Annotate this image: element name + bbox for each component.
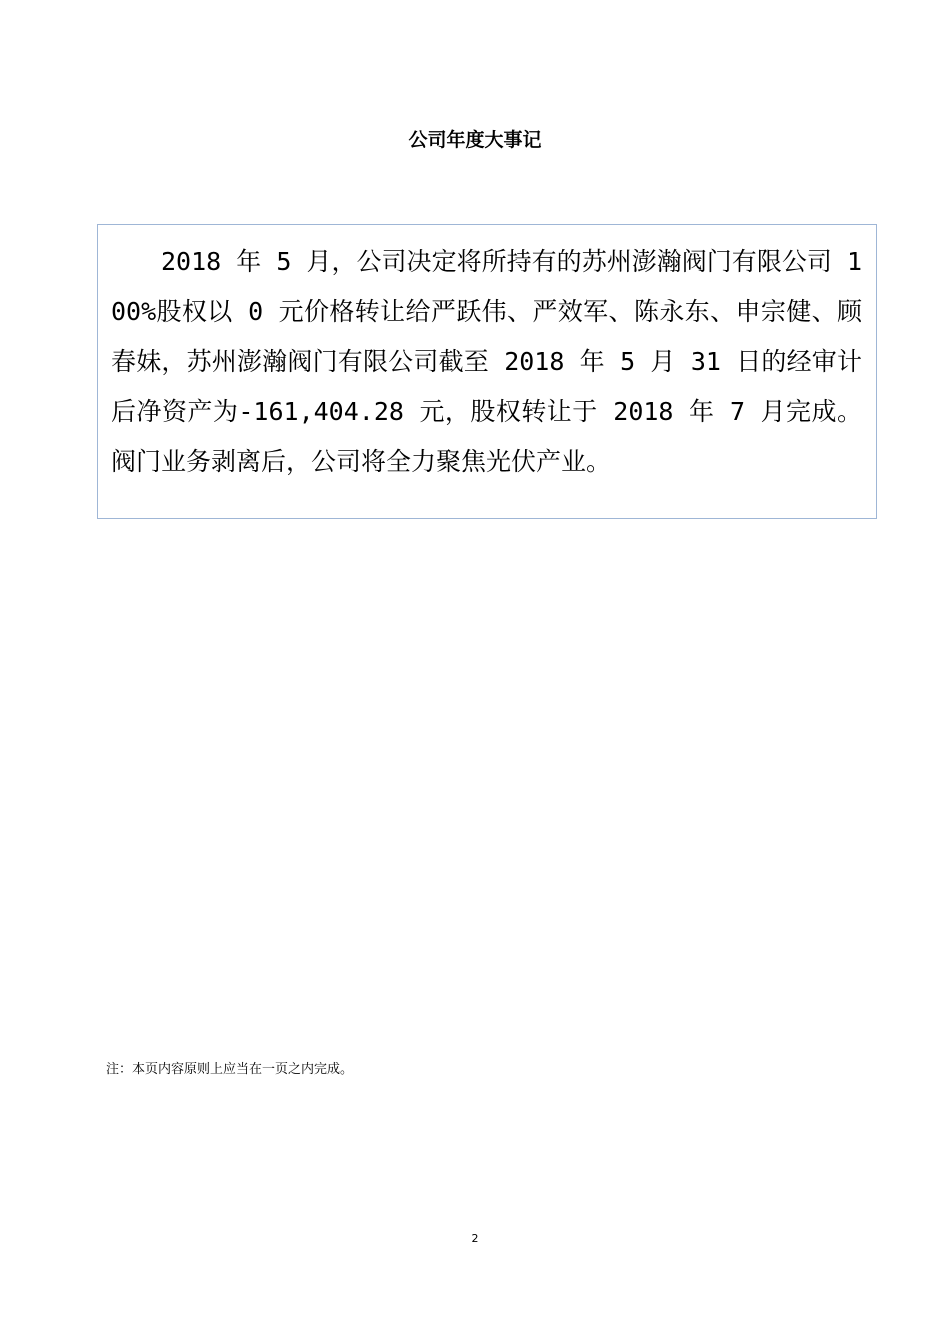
footnote: 注：本页内容原则上应当在一页之内完成。 — [106, 1062, 354, 1077]
event-content-box — [97, 224, 877, 519]
event-paragraph: 2018 年 5 月，公司决定将所持有的苏州澎瀚阀门有限公司 100%股权以 0 元价格转让给严跃伟、严效军、陈永东、申宗健、顾春妹，苏州澎瀚阀门有限公司截至 2018 年 5 月 31 日的经审计后净资产为-161,404.28 元，股权转让于 2018 年 7 月完成。阀门业务剥离后，公司将全力聚焦光伏产业。 — [111, 247, 862, 476]
page-number: 2 — [471, 1232, 479, 1245]
page-title: 公司年度大事记 — [408, 129, 542, 151]
